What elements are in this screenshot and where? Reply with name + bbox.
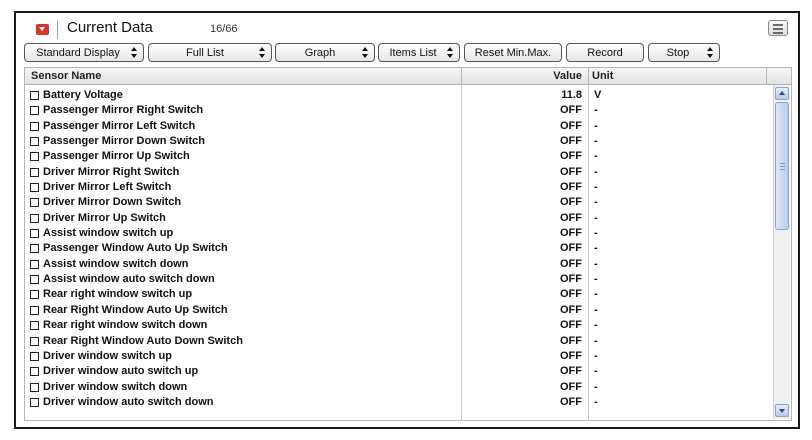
sensor-name: Rear right window switch up (43, 288, 193, 301)
sensor-unit: - (594, 119, 598, 132)
sensor-unit: - (594, 380, 598, 393)
table-row[interactable] (25, 241, 773, 256)
sensor-value: OFF (560, 380, 582, 393)
row-checkbox[interactable] (30, 321, 39, 330)
sensor-value: OFF (560, 150, 582, 163)
table-row[interactable] (25, 226, 773, 241)
row-checkbox[interactable] (30, 244, 39, 253)
sensor-name: Passenger Mirror Right Switch (43, 104, 204, 117)
full-list-select[interactable] (148, 43, 272, 62)
stop-select[interactable] (648, 43, 720, 62)
sensor-name: Driver window switch down (43, 380, 188, 393)
standard-display-label: Standard Display (36, 46, 120, 59)
items-list-label: Items List (389, 46, 437, 59)
sensor-unit: - (594, 273, 598, 286)
sensor-value: OFF (560, 196, 582, 209)
sensor-unit: - (594, 135, 598, 148)
sensor-unit: - (594, 242, 598, 255)
table-row[interactable] (25, 103, 773, 118)
sensor-name: Driver Mirror Left Switch (43, 181, 172, 194)
column-header-value[interactable]: Value (553, 70, 582, 82)
sensor-value: OFF (560, 104, 582, 117)
table-row[interactable] (25, 318, 773, 333)
table-row[interactable] (25, 88, 773, 103)
record-button[interactable] (566, 43, 644, 62)
table-row[interactable] (25, 364, 773, 379)
sensor-unit: - (594, 211, 598, 224)
table-rows (25, 88, 773, 410)
sensor-name: Passenger Window Auto Up Switch (43, 242, 228, 255)
sensor-value: OFF (560, 303, 582, 316)
sensor-name: Rear Right Window Auto Up Switch (43, 303, 228, 316)
sensor-unit: - (594, 319, 598, 332)
table-row[interactable] (25, 334, 773, 349)
row-checkbox[interactable] (30, 290, 39, 299)
table-row[interactable] (25, 149, 773, 164)
sensor-value: OFF (560, 211, 582, 224)
sensor-name: Rear right window switch down (43, 319, 208, 332)
column-divider (766, 68, 767, 84)
table-row[interactable] (25, 180, 773, 195)
full-list-label: Full List (186, 46, 224, 59)
row-checkbox[interactable] (30, 398, 39, 407)
table-body (24, 85, 792, 421)
title-divider (57, 21, 58, 39)
sensor-name: Battery Voltage (43, 89, 123, 101)
sensor-unit: V (594, 89, 602, 101)
table-row[interactable] (25, 272, 773, 287)
sensor-unit: - (594, 104, 598, 117)
graph-select[interactable] (275, 43, 375, 62)
row-checkbox[interactable] (30, 383, 39, 392)
title-bar (16, 13, 798, 47)
grip-line (780, 169, 785, 170)
sensor-value: OFF (560, 165, 582, 178)
table-row[interactable] (25, 195, 773, 210)
list-menu-icon[interactable] (768, 20, 788, 36)
sensor-name: Assist window switch up (43, 227, 174, 240)
sensor-unit: - (594, 165, 598, 178)
sensor-value: OFF (560, 288, 582, 301)
table-row[interactable] (25, 395, 773, 410)
sensor-value: OFF (560, 257, 582, 270)
sensor-unit: - (594, 365, 598, 378)
table-header (24, 67, 792, 85)
table-row[interactable] (25, 119, 773, 134)
reset-min-max-button[interactable] (464, 43, 562, 62)
sensor-value: OFF (560, 242, 582, 255)
sensor-data-table (24, 67, 792, 421)
row-checkbox[interactable] (30, 367, 39, 376)
sensor-value: OFF (560, 319, 582, 332)
sensor-value: OFF (560, 349, 582, 362)
sensor-unit: - (594, 334, 598, 347)
record-label: Record (587, 46, 623, 59)
sensor-name: Driver Mirror Right Switch (43, 165, 180, 178)
graph-label: Graph (304, 46, 336, 59)
sensor-unit: - (594, 395, 598, 408)
sensor-value: OFF (560, 334, 582, 347)
row-checkbox[interactable] (30, 183, 39, 192)
row-checkbox[interactable] (30, 137, 39, 146)
row-checkbox[interactable] (30, 214, 39, 223)
sensor-name: Driver window switch up (43, 349, 172, 362)
sensor-unit: - (594, 349, 598, 362)
table-row[interactable] (25, 303, 773, 318)
reset-min-max-label: Reset Min.Max. (474, 46, 552, 59)
vertical-scrollbar[interactable] (773, 85, 790, 419)
column-header-sensor-name[interactable]: Sensor Name (31, 70, 102, 82)
sensor-value: OFF (560, 181, 582, 194)
table-row[interactable] (25, 349, 773, 364)
current-data-panel (14, 11, 800, 429)
sensor-unit: - (594, 227, 598, 240)
sensor-unit: - (594, 150, 598, 163)
sensor-value: OFF (560, 273, 582, 286)
table-row[interactable] (25, 211, 773, 226)
column-divider (461, 68, 462, 84)
row-checkbox[interactable] (30, 352, 39, 361)
row-checkbox[interactable] (30, 275, 39, 284)
standard-display-select[interactable] (24, 43, 144, 62)
row-checkbox[interactable] (30, 198, 39, 207)
row-checkbox[interactable] (30, 229, 39, 238)
row-checkbox[interactable] (30, 337, 39, 346)
dropdown-icon[interactable] (36, 24, 49, 35)
table-row[interactable] (25, 380, 773, 395)
table-row[interactable] (25, 257, 773, 272)
sensor-unit: - (594, 257, 598, 270)
sensor-name: Assist window switch down (43, 257, 189, 270)
table-row[interactable] (25, 134, 773, 149)
sensor-name: Driver window auto switch up (43, 365, 199, 378)
row-checkbox[interactable] (30, 168, 39, 177)
items-list-select[interactable] (378, 43, 460, 62)
sensor-value: OFF (560, 119, 582, 132)
table-row[interactable] (25, 165, 773, 180)
row-checkbox[interactable] (30, 106, 39, 115)
sensor-name: Driver Mirror Up Switch (43, 211, 166, 224)
sensor-name: Rear Right Window Auto Down Switch (43, 334, 243, 347)
select-arrows-icon (707, 47, 714, 58)
item-count: 16/66 (210, 23, 238, 35)
sensor-unit: - (594, 196, 598, 209)
sensor-name: Passenger Mirror Up Switch (43, 150, 190, 163)
sensor-unit: - (594, 303, 598, 316)
scroll-thumb[interactable] (775, 102, 789, 230)
sensor-name: Passenger Mirror Left Switch (43, 119, 196, 132)
sensor-value: OFF (560, 135, 582, 148)
scroll-up-icon[interactable] (775, 87, 789, 100)
sensor-value: OFF (560, 365, 582, 378)
grip-line (780, 163, 785, 164)
column-divider (588, 68, 589, 84)
sensor-value: 11.8 (561, 89, 582, 101)
sensor-name: Driver Mirror Down Switch (43, 196, 182, 209)
column-header-unit[interactable]: Unit (592, 70, 614, 82)
panel-title: Current Data (67, 19, 153, 36)
sensor-unit: - (594, 288, 598, 301)
stop-label: Stop (666, 46, 690, 59)
scroll-down-icon[interactable] (775, 404, 789, 417)
sensor-name: Passenger Mirror Down Switch (43, 135, 205, 148)
grip-line (780, 166, 785, 167)
row-checkbox[interactable] (30, 152, 39, 161)
sensor-unit: - (594, 181, 598, 194)
select-arrows-icon (131, 47, 138, 58)
select-arrows-icon (259, 47, 266, 58)
select-arrows-icon (362, 47, 369, 58)
sensor-value: OFF (560, 227, 582, 240)
row-checkbox[interactable] (30, 260, 39, 269)
sensor-name: Assist window auto switch down (43, 273, 215, 286)
row-checkbox[interactable] (30, 122, 39, 131)
row-checkbox[interactable] (30, 306, 39, 315)
select-arrows-icon (447, 47, 454, 58)
table-row[interactable] (25, 287, 773, 302)
sensor-name: Driver window auto switch down (43, 395, 214, 408)
row-checkbox[interactable] (30, 91, 39, 100)
sensor-value: OFF (560, 395, 582, 408)
